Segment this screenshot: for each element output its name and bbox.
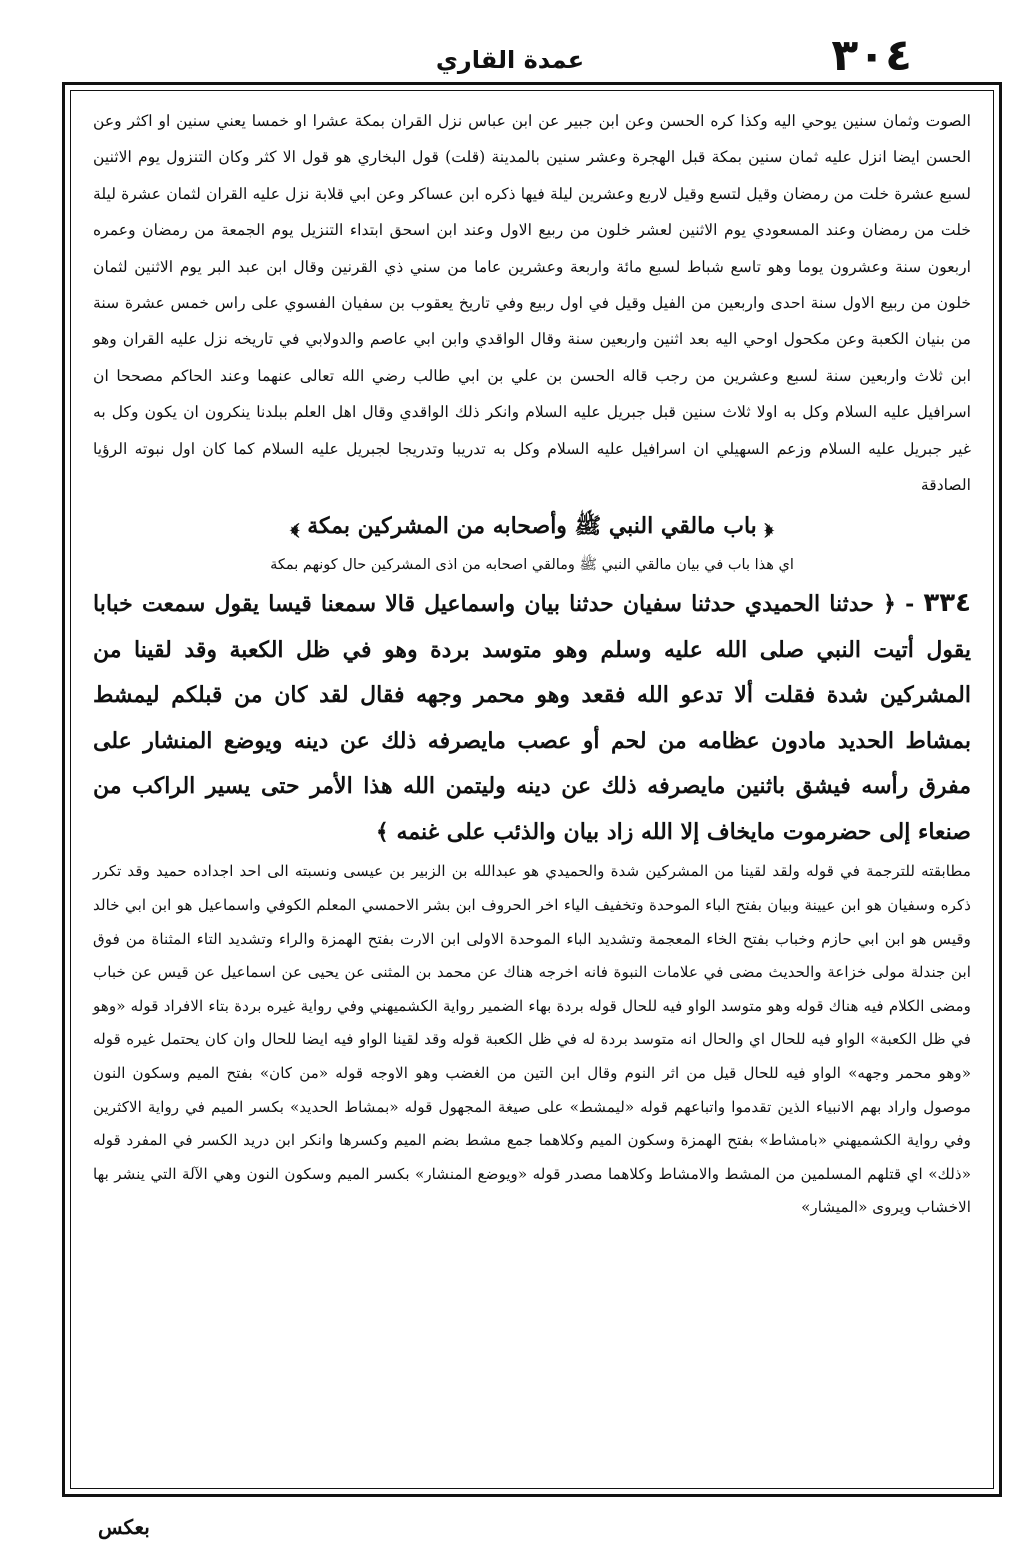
running-title: عمدة القاري [435, 46, 585, 74]
bab-explanation: اي هذا باب في بيان مالقي النبي ﷺ ومالقي اصحابه من اذى المشركين حال كونهم بمكة [270, 557, 794, 574]
footer-catchword: بعكس [98, 1515, 150, 1539]
page-border-inner [70, 90, 994, 1489]
hadith-block: ٣٣٤ - ﴿ حدثنا الحميدي حدثنا سفيان حدثنا بيان واسماعيل قالا سمعنا قيسا يقول سمعت خبابا يقول أتيت النبي صلى الله عليه وسلم وهو متوسد بردة وهو في ظل الكعبة وقد لقينا من المشركين شدة فقلت ألا تدعو الله فقعد وهو محمر وجهه فقال لقد كان من قبلكم ليمشط بمشاط الحديد مادون عظامه من لحم أو عصب مايصرفه ذلك عن دينه ويوضع المنشار على مفرق رأسه فيشق باثنين مايصرفه ذلك عن دينه وليتمن الله هذا الأمر حتى يسير الراكب من صنعاء إلى حضرموت مايخاف إلا الله زاد بيان والذئب على غنمه ﴾ [93, 588, 972, 845]
commentary-paragraph: مطابقته للترجمة في قوله ولقد لقينا من المشركين شدة والحميدي هو عبدالله بن الزبير بن عيسى ونسبته الى احد اجداده حميد وقد تكرر ذكره وسفيان هو ابن عيينة وبيان بفتح الباء الموحدة وتخفيف الياء اخر الحروف ابن بشر الاحمسي المعلم الكوفي واسماعيل هو ابن ابي خالد وقيس هو ابن ابي حازم وخباب بفتح الخاء المعجمة وتشديد الباء الموحدة الاولى ابن الارت بفتح الهمزة والراء وتشديد التاء المثناة من فوق ابن جندلة مولى خزاعة والحديث مضى في علامات النبوة فانه اخرجه هناك عن محمد بن المثنى عن يحيى عن اسماعيل عن قيس عن خباب ومضى الكلام فيه هناك قوله وهو متوسد الواو فيه للحال قوله بردة بهاء الضمير رواية الكشميهني وفي رواية غيره بردة بتاء الافراد قوله «وهو في ظل الكعبة» الواو فيه للحال اي والحال انه متوسد بردة له في ظل الكعبة قوله وقد لقينا الواو فيه ايضا للحال وان كان يحتمل غيره قوله «وهو محمر وجهه» الواو فيه للحال قيل من اثر النوم وقال ابن التين من الغضب وهو الاوجه قوله «من كان» بفتح الميم وسكون النون موصول واراد بهم الانبياء الذين تقدموا واتباعهم قوله «ليمشط» على صيغة المجهول قوله «بمشاط الحديد» بكسر الميم في رواية الاكثرين وفي رواية الكشميهني «بامشاط» بفتح الهمزة وسكون الميم وكلاهما جمع مشط بضم الميم وكسرها وانكر ابن دريد الكسر في المفرد قوله «ذلك» اي قتلهم المسلمين من المشط والامشاط وكلاهما مصدر قوله «ويوضع المنشار» بكسر الميم وسكون النون وهي الآلة التي ينشر بها الاخشاب ويروى «الميشار» [93, 862, 971, 1217]
intro-paragraph: الصوت وثمان سنين يوحي اليه وكذا كره الحسن وعن ابن جبير عن ابن عباس نزل القران بمكة عشرا او خمسا يعني سنين او اكثر وعن الحسن ايضا انزل عليه ثمان سنين بمكة قبل الهجرة وعشر سنين بالمدينة (قلت) قول البخاري هو قول الا كثر وكان التنزول يوم الاثنين لسبع عشرة خلت من رمضان وقيل لتسع وقيل لاربع وعشرين ليلة فيها ذكره ابن عساكر وعن ابي قلابة نزل عليه القران لثمان عشرة ليلة خلت من رمضان وعند المسعودي يوم الاثنين لعشر خلون من ربيع الاول وعند ابن اسحق ابتداء التنزيل يوم الجمعة من رمضان وعمره اربعون سنة وعشرون يوما وهو تاسع شباط لسبع مائة واربعة وعشرين عاما من سني ذي القرنين وقال ابن عبد البر يوم الاثنين لثمان خلون من ربيع الاول سنة احدى واربعين من الفيل وقيل في اول ربيع وفي تاريخ يعقوب بن سفيان الفسوي على راس خمس عشرة سنة من بنيان الكعبة وعن مكحول اوحي اليه بعد اثنين واربعين سنة وقال الواقدي وابن ابي عاصم والدولابي في تاريخه نزل عليه القران وهو ابن ثلاث واربعين سنة لسبع وعشرين من رجب قاله الحسن بن علي بن ابي طالب رضي الله تعالى عنهما وعند الحاكم مصححا ان اسرافيل عليه السلام وكل به اولا ثلاث سنين قبل جبريل عليه السلام وانكر ذلك الواقدي وقال اهل العلم ببلدنا ينكرون ان يكون وكل به غير جبريل عليه السلام وزعم السهيلي ان اسرافيل عليه السلام وكل به تدريبا وتدريجا لجبريل عليه السلام كما كان اول نبوته الرؤيا الصادقة [93, 112, 971, 495]
bab-heading: ﴿ باب مالقي النبي ﷺ وأصحابه من المشركين بمكة ﴾ [290, 513, 774, 540]
page-header [60, 28, 960, 88]
page-number: ٣٠٤ [831, 30, 912, 81]
hadith-text: ﴿ حدثنا الحميدي حدثنا سفيان حدثنا بيان واسماعيل قالا سمعنا قيسا يقول سمعت خبابا يقول أتيت النبي صلى الله عليه وسلم وهو متوسد بردة وهو في ظل الكعبة وقد لقينا من المشركين شدة فقلت ألا تدعو الله فقعد وهو محمر وجهه فقال لقد كان من قبلكم ليمشط بمشاط الحديد مادون عظامه من لحم أو عصب مايصرفه ذلك عن دينه ويوضع المنشار على مفرق رأسه فيشق باثنين مايصرفه ذلك عن دينه وليتمن الله هذا الأمر حتى يسير الراكب من صنعاء إلى حضرموت مايخاف إلا الله زاد بيان والذئب على غنمه ﴾ [93, 591, 971, 845]
page-body [93, 103, 971, 1225]
hadith-number: ٣٣٤ [923, 588, 972, 619]
